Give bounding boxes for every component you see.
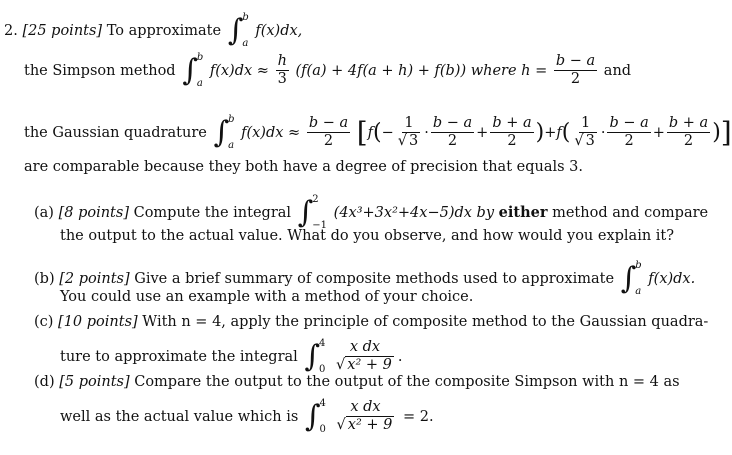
part-points: [5 points] [59,374,130,390]
integral-sign: ∫ b a [213,114,235,151]
part-label: (b) [34,271,55,287]
part-a-integrand: (4x³+3x²+4x−5)dx by [333,205,495,221]
problem-points: [25 points] [22,23,103,39]
h-definition: $\frac{b - a}{2}$ [555,53,596,88]
approx-sign: ≈ [256,63,269,79]
part-label: (d) [34,374,55,390]
part-c-line1 [34,314,708,330]
part-c-line2: ture to approximate the integral ∫ 4 0 $\frac{\text{x dx}}{\text{√ x² + 9}}$ . [60,336,402,378]
integral-sign: ∫ 4 0 [304,398,326,435]
integral-sign: ∫ b a [227,12,249,49]
part-text: With n = 4, apply the principle of composite method to the Gaussian quadra- [142,314,709,330]
simpson-formula: (f(a) + 4f(a + h) + f(b)) where h = [295,63,548,79]
and-text: and [603,63,632,79]
problem-number: 2. [4,23,18,39]
problem-header [4,10,302,52]
gauss-integrand: f(x)dx [241,125,284,141]
part-text: method and compare [552,205,709,221]
part-b-integrand: f(x)dx. [648,271,696,287]
part-b-line2: You could use an example with a method of your choice. [60,289,474,305]
part-text: Compute the integral [133,205,292,221]
bold-either: either [498,204,548,221]
part-text: Give a brief summary of composite methods used to approximate [134,271,615,287]
half-width: $\frac{b - a}{2}$ [308,115,349,150]
part-a-line2: the output to the actual value. What do you observe, and how would you explain it? [60,228,675,244]
part-points: [8 points] [58,205,129,221]
simpson-label: the Simpson method [24,63,176,79]
gauss-line: the Gaussian quadrature ∫ b a f(x)dx ≈ $\frac{b - a}{2}$ [f(− $\frac{1}{√ 3}$ · $\frac{b - a}{2}$ + $\frac{b + a}{2}$ )+f( $\frac{1}{√ 3}$ · $\frac{b - a}{2}$ + $\frac{b + a}{2}$ )] [24,112,732,154]
part-d-line2 [60,396,434,438]
simpson-line [24,50,631,92]
h-over-3: $\frac{h}{3}$ [277,53,287,88]
part-d-line1 [34,374,680,390]
integral-sign: ∫ 4 0 [304,338,326,375]
part-text: ture to approximate the integral [60,349,298,365]
part-points: [10 points] [58,314,138,330]
gauss-node-pos: $\frac{1}{√ 3}$ [574,115,595,150]
simpson-integrand: f(x)dx [209,63,253,79]
actual-value: = 2. [402,409,434,425]
gauss-label: the Gaussian quadrature [24,125,207,141]
part-text: Compare the output to the output of the composite Simpson with n = 4 as [134,374,680,390]
integral-sign: ∫ b a [620,260,642,297]
integral-sign: ∫ 2 −1 [297,194,328,231]
gauss-node-neg: $\frac{1}{√ 3}$ [397,115,419,150]
part-points: [2 points] [59,271,130,287]
intro-text: To approximate [106,23,222,39]
part-label: (c) [34,314,54,330]
integral-sign: ∫ b a [182,52,204,89]
part-text: well as the actual value which is [60,409,299,425]
intro-integrand: f(x)dx, [255,23,303,39]
comparable-line: are comparable because they both have a degree of precision that equals 3. [24,159,584,175]
part-label: (a) [34,205,54,221]
part-d-fraction: $\frac{\text{x dx}}{\text{√ x² + 9}}$ [336,399,393,434]
part-c-fraction: $\frac{\text{x dx}}{\text{√ x² + 9}}$ [336,339,392,374]
